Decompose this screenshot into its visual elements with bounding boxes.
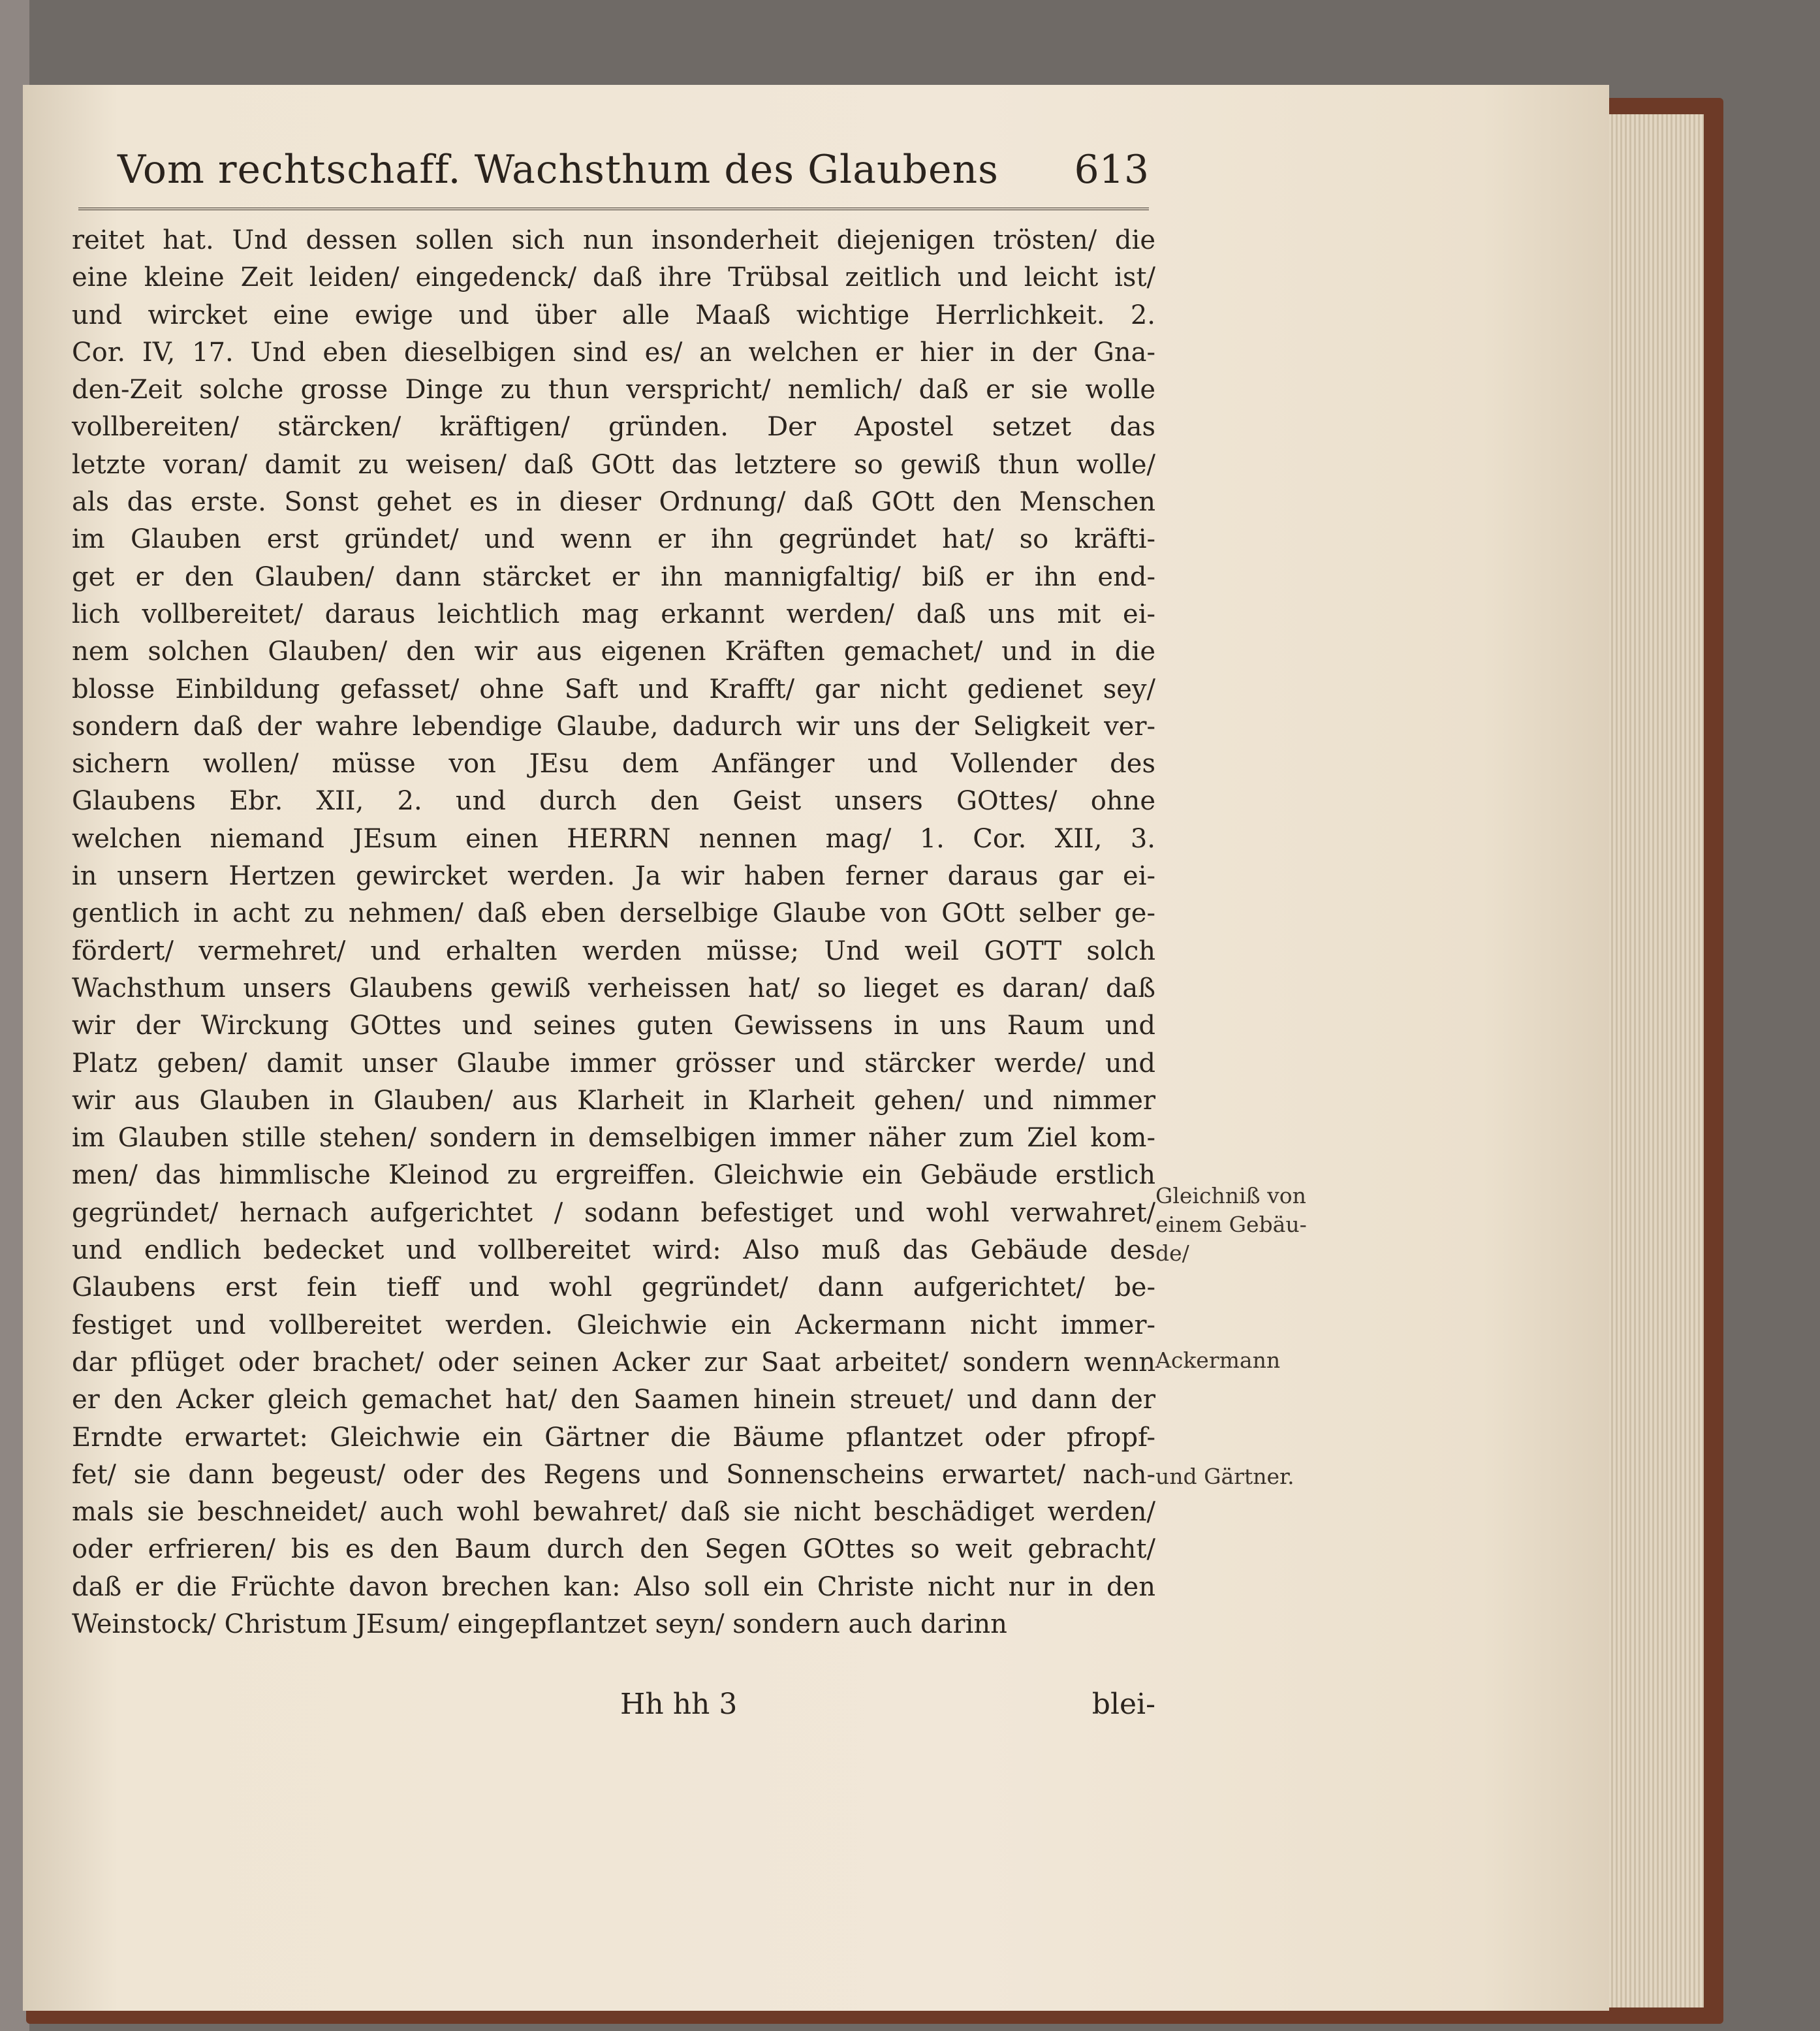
text-line: fördert/ vermehret/ und erhalten werden müsse; Und weil GOTT solch	[72, 936, 1155, 966]
text-line: im Glauben stille stehen/ sondern in demselbigen immer näher zum Ziel kom-	[72, 1123, 1155, 1154]
text-line: dar pflüget oder brachet/ oder seinen Acker zur Saat arbeitet/ sondern wenn	[72, 1347, 1155, 1378]
text-line: lich vollbereitet/ daraus leichtlich mag erkannt werden/ daß uns mit ei-	[72, 599, 1155, 629]
text-line: Glaubens Ebr. XII, 2. und durch den Geist unsers GOttes/ ohne	[72, 786, 1155, 817]
text-line: vollbereiten/ stärcken/ kräftigen/ gründen. Der Apostel setzet das	[72, 412, 1155, 443]
margin-note-gaertner	[1155, 1462, 1325, 1491]
text-line: men/ das himmlische Kleinod zu ergreiffen. Gleichwie ein Gebäude erstlich	[72, 1160, 1155, 1191]
text-line: den-Zeit solche grosse Dinge zu thun verspricht/ nemlich/ daß er sie wolle	[72, 375, 1155, 405]
signature-mark: Hh hh 3	[620, 1688, 738, 1721]
page-footer	[620, 1688, 1155, 1727]
margin-note-gleichniss	[1155, 1182, 1325, 1268]
text-line: er den Acker gleich gemachet hat/ den Saamen hinein streuet/ und dann der	[72, 1385, 1155, 1415]
page-header	[118, 147, 1149, 199]
text-line: Weinstock/ Christum JEsum/ eingepflantzet seyn/ sondern auch darinn	[72, 1609, 1007, 1639]
text-line: Wachsthum unsers Glaubens gewiß verheissen hat/ so lieget es daran/ daß	[72, 973, 1155, 1003]
margin-note-line: einem Gebäu-	[1155, 1212, 1307, 1237]
header-rule	[78, 208, 1149, 210]
text-line: wir der Wirckung GOttes und seines guten Gewissens in uns Raum und	[72, 1011, 1155, 1041]
page-edges	[1593, 114, 1704, 2007]
text-line: festiget und vollbereitet werden. Gleichwie ein Ackermann nicht immer-	[72, 1310, 1155, 1340]
text-line: sondern daß der wahre lebendige Glaube, dadurch wir uns der Seligkeit ver-	[72, 711, 1155, 742]
text-line: Cor. IV, 17. Und eben dieselbigen sind es/ an welchen er hier in der Gna-	[72, 337, 1155, 368]
running-head: Vom rechtschaff. Wachsthum des Glaubens	[118, 147, 999, 193]
text-line: letzte voran/ damit zu weisen/ daß GOtt das letztere so gewiß thun wolle/	[72, 449, 1155, 480]
margin-note-line: Ackermann	[1155, 1347, 1281, 1373]
page-number: 613	[1074, 147, 1149, 193]
text-line: oder erfrieren/ bis es den Baum durch den Segen GOttes so weit gebracht/	[72, 1534, 1155, 1565]
text-line: wir aus Glauben in Glauben/ aus Klarheit in Klarheit gehen/ und nimmer	[72, 1085, 1155, 1116]
text-line: Glaubens erst fein tieff und wohl gegründet/ dann aufgerichtet/ be-	[72, 1272, 1155, 1303]
text-line: blosse Einbildung gefasset/ ohne Saft und Krafft/ gar nicht gedienet sey/	[72, 674, 1155, 704]
text-line: fet/ sie dann begeust/ oder des Regens und Sonnenscheins erwartet/ nach-	[72, 1459, 1155, 1490]
text-line: reitet hat. Und dessen sollen sich nun insonderheit diejenigen trösten/ die	[72, 225, 1155, 255]
text-line: Erndte erwartet: Gleichwie ein Gärtner die Bäume pflantzet oder pfropf-	[72, 1422, 1155, 1453]
text-line: im Glauben erst gründet/ und wenn er ihn gegründet hat/ so kräfti-	[72, 524, 1155, 555]
text-line: get er den Glauben/ dann stärcket er ihn mannigfaltig/ biß er ihn end-	[72, 561, 1155, 592]
text-line: eine kleine Zeit leiden/ eingedenck/ daß ihre Trübsal zeitlich und leicht ist/	[72, 262, 1155, 293]
text-line: daß er die Früchte davon brechen kan: Also soll ein Christe nicht nur in den	[72, 1571, 1155, 1602]
margin-note-line: und Gärtner.	[1155, 1464, 1294, 1489]
margin-note-line: Gleichniß von	[1155, 1183, 1306, 1208]
margin-note-line: de/	[1155, 1240, 1189, 1266]
text-line: nem solchen Glauben/ den wir aus eigenen Kräften gemachet/ und in die	[72, 637, 1155, 667]
text-line: Platz geben/ damit unser Glaube immer grösser und stärcker werde/ und	[72, 1048, 1155, 1078]
text-line: sichern wollen/ müsse von JEsu dem Anfänger und Vollender des	[72, 749, 1155, 779]
text-line: als das erste. Sonst gehet es in dieser Ordnung/ daß GOtt den Menschen	[72, 487, 1155, 518]
text-line: gentlich in acht zu nehmen/ daß eben derselbige Glaube von GOtt selber ge-	[72, 898, 1155, 929]
text-line: welchen niemand JEsum einen HERRN nennen mag/ 1. Cor. XII, 3.	[72, 823, 1155, 854]
text-line: gegründet/ hernach aufgerichtet / sodann befestiget und wohl verwahret/	[72, 1197, 1155, 1228]
text-line: mals sie beschneidet/ auch wohl bewahret/ daß sie nicht beschädiget werden/	[72, 1497, 1155, 1528]
catchword: blei-	[1091, 1688, 1155, 1721]
body-text	[72, 222, 1155, 1643]
text-line: in unsern Hertzen gewircket werden. Ja wir haben ferner daraus gar ei-	[72, 861, 1155, 892]
text-line: und wircket eine ewige und über alle Maaß wichtige Herrlichkeit. 2.	[72, 300, 1155, 330]
text-line: und endlich bedecket und vollbereitet wird: Also muß das Gebäude des	[72, 1235, 1155, 1266]
margin-note-ackermann	[1155, 1346, 1325, 1375]
